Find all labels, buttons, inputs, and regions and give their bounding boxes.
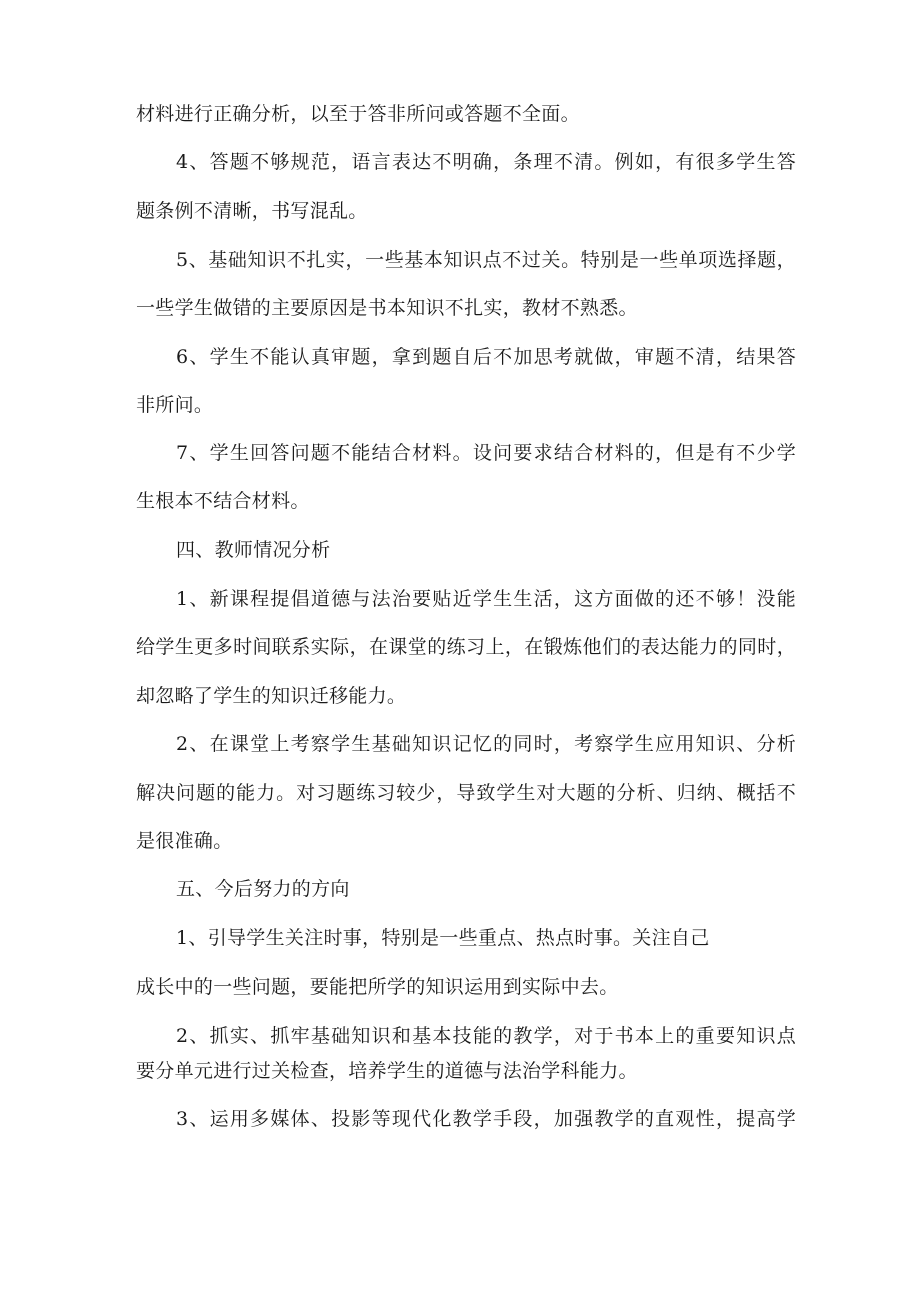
text-line-12: 给学生更多时间联系实际，在课堂的练习上，在锻炼他们的表达能力的同时，	[136, 636, 796, 658]
section-heading-teacher-analysis: 四、教师情况分析	[176, 539, 331, 561]
text-line-8: 7、学生回答问题不能结合材料。设问要求结合材料的，但是有不少学	[176, 442, 796, 464]
text-line-6: 6、学生不能认真审题，拿到题自后不加思考就做，审题不清，结果答	[176, 346, 796, 368]
text-line-3: 题条例不清晰，书写混乱。	[136, 200, 368, 222]
text-line-5: 一些学生做错的主要原因是书本知识不扎实，教材不熟悉。	[136, 297, 638, 319]
text-line-7: 非所问。	[136, 394, 214, 416]
text-line-9: 生根本不结合材料。	[136, 490, 310, 512]
text-line-11: 1、新课程提倡道德与法治要贴近学生生活，这方面做的还不够！没能	[176, 588, 796, 610]
text-line-18: 1、引导学生关注时事，特别是一些重点、热点时事。关注自己	[176, 927, 710, 949]
text-line-16: 是很准确。	[136, 830, 233, 852]
text-line-13: 却忽略了学生的知识迁移能力。	[136, 685, 407, 707]
text-line-15: 解决问题的能力。对习题练习较少，导致学生对大题的分析、归纳、概括不	[136, 782, 796, 804]
text-line-20: 2、抓实、抓牢基础知识和基本技能的教学，对于书本上的重要知识点	[176, 1025, 796, 1047]
text-line-4: 5、基础知识不扎实，一些基本知识点不过关。特别是一些单项选择题，	[176, 249, 796, 271]
text-line-1: 材料进行正确分析，以至于答非所问或答题不全面。	[136, 103, 580, 125]
text-line-2: 4、答题不够规范，语言表达不明确，条理不清。例如，有很多学生答	[176, 151, 796, 173]
section-heading-future-direction: 五、今后努力的方向	[176, 878, 350, 900]
text-line-22: 3、运用多媒体、投影等现代化教学手段，加强教学的直观性，提高学	[176, 1108, 796, 1130]
text-line-21: 要分单元进行过关检查，培养学生的道德与法治学科能力。	[136, 1060, 638, 1082]
text-line-19: 成长中的一些问题，要能把所学的知识运用到实际中去。	[136, 976, 619, 998]
text-line-14: 2、在课堂上考察学生基础知识记忆的同时，考察学生应用知识、分析	[176, 733, 796, 755]
